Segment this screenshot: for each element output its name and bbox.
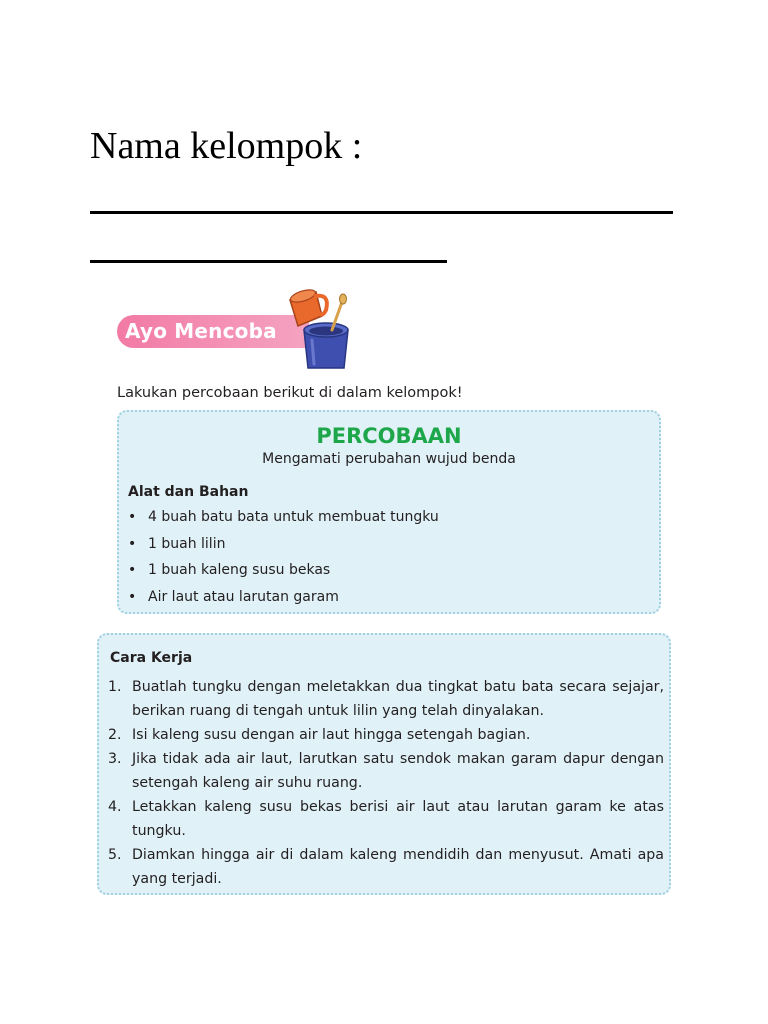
orange-mug-icon [289, 287, 327, 326]
procedure-step [108, 723, 664, 747]
step-number: 5. [108, 847, 122, 863]
step-text: Isi kaleng susu dengan air laut hingga setengah bagian. [132, 727, 531, 743]
procedure-heading: Cara Kerja [110, 650, 193, 666]
bullet: • [128, 588, 137, 605]
group-name-label: Nama kelompok : [90, 125, 363, 167]
procedure-step [108, 795, 664, 843]
step-text: Jika tidak ada air laut, larutkan satu sendok makan garam dapur dengan setengah kaleng air suhu ruang. [132, 751, 664, 791]
instruction-text: Lakukan percobaan berikut di dalam kelompok! [117, 385, 463, 401]
group-name-blank-line-1 [90, 211, 673, 214]
step-text: Letakkan kaleng susu bekas berisi air laut atau larutan garam ke atas tungku. [132, 799, 664, 839]
list-item [128, 560, 439, 587]
material-text: Air laut atau larutan garam [148, 588, 339, 605]
experiment-title: PERCOBAAN [316, 424, 462, 448]
list-item [128, 534, 439, 561]
bullet: • [128, 509, 137, 525]
step-number: 4. [108, 799, 122, 815]
procedure-step [108, 675, 664, 723]
activity-banner-label: Ayo Mencoba [125, 319, 277, 343]
step-text: Diamkan hingga air di dalam kaleng mendidih dan menyusut. Amati apa yang terjadi. [132, 847, 664, 887]
procedure-step [108, 747, 664, 795]
materials-list [128, 507, 439, 613]
bullet: • [128, 562, 137, 578]
group-name-blank-line-2 [90, 260, 447, 263]
experiment-subtitle: Mengamati perubahan wujud benda [262, 451, 516, 467]
step-number: 3. [108, 751, 122, 767]
step-number: 1. [108, 679, 122, 695]
material-text: 1 buah kaleng susu bekas [148, 562, 331, 578]
bullet: • [128, 535, 137, 552]
cups-icon [276, 280, 356, 372]
procedure-steps [108, 675, 664, 891]
material-text: 4 buah batu bata untuk membuat tungku [148, 509, 439, 525]
material-text: 1 buah lilin [148, 535, 226, 552]
step-text: Buatlah tungku dengan meletakkan dua tingkat batu bata secara sejajar, berikan ruang di tengah untuk lilin yang telah dinyalakan. [132, 679, 664, 719]
list-item [128, 507, 439, 534]
blue-cup-icon [304, 323, 348, 368]
step-number: 2. [108, 727, 122, 743]
procedure-step [108, 843, 664, 891]
materials-heading: Alat dan Bahan [128, 484, 249, 500]
list-item [128, 587, 439, 614]
